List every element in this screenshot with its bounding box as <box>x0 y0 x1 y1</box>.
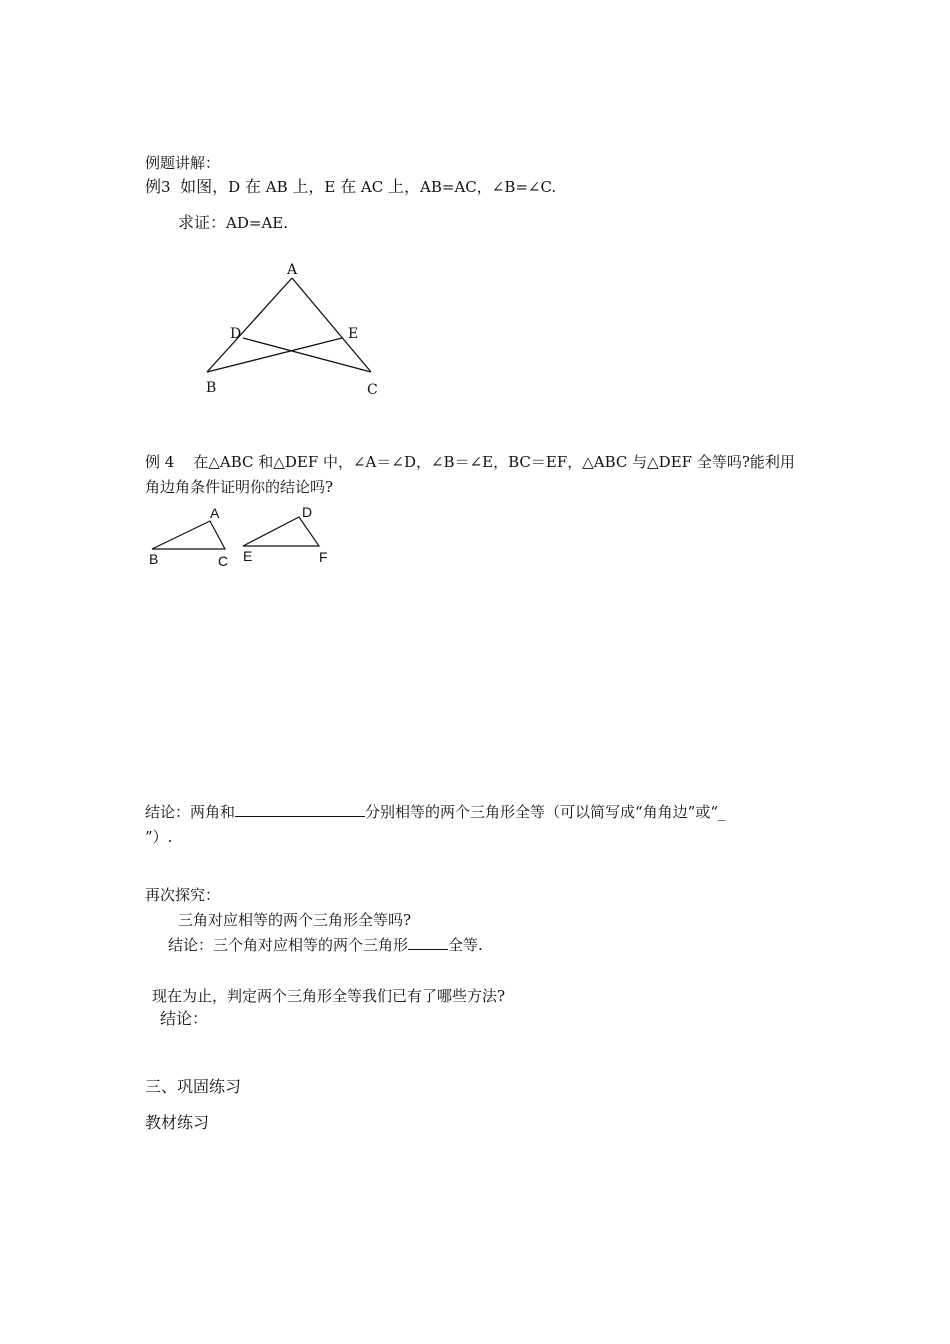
vertex-label-c: C <box>367 382 378 398</box>
example-3-text: E <box>324 178 336 196</box>
vertex-label-e: E <box>243 548 253 564</box>
triangle-abc <box>152 521 225 549</box>
vertex-label-d: D <box>302 504 313 520</box>
methods-conclusion: 结论： <box>160 1009 209 1028</box>
example-3-text: 在 <box>340 177 357 196</box>
example-3-label: 例 <box>145 177 162 196</box>
example-4-line-2: 角边角条件证明你的结论吗? <box>145 478 334 496</box>
vertex-label-e: E <box>348 326 359 342</box>
section-three-heading: 三、巩固练习 <box>145 1077 242 1096</box>
vertex-label-c: C <box>218 553 229 569</box>
example-3-text: 上， <box>292 177 325 196</box>
example-3-text: AB <box>265 178 288 196</box>
prove-label: 求证： <box>178 213 227 232</box>
example-4-text: 在△ABC 和△DEF 中，∠A＝∠D，∠B＝∠E，BC＝EF，△ABC 与△DEF 全等吗?能利用 <box>193 453 795 471</box>
vertex-label-b: B <box>206 380 217 396</box>
explore-question: 三角对应相等的两个三角形全等吗? <box>178 911 412 929</box>
vertex-label-d: D <box>230 326 242 342</box>
vertex-label-a: A <box>210 505 220 521</box>
example-4-label: 例 4 <box>145 453 175 471</box>
example-3-text: AC <box>360 178 384 196</box>
conclusion-text: 结论：三个角对应相等的两个三角形 <box>168 936 409 954</box>
explore-conclusion <box>168 935 483 955</box>
vertex-label-b: B <box>149 551 159 567</box>
vertex-label-a: A <box>287 262 298 278</box>
vertex-label-f: F <box>319 549 328 565</box>
methods-question: 现在为止，判定两个三角形全等我们已有了哪些方法? <box>152 987 506 1005</box>
answer-blank[interactable] <box>408 935 448 950</box>
conclusion-text: 分别相等的两个三角形全等（可以简写成“角角边”或“ <box>365 803 719 821</box>
conclusion-aas-end: ”）. <box>145 828 173 846</box>
textbook-exercise-heading: 教材练习 <box>145 1113 210 1132</box>
example-3-text: D <box>228 178 241 196</box>
example-3-number: 3 <box>161 178 171 196</box>
prove-text: AD=AE. <box>226 214 288 232</box>
triangle-def <box>243 517 319 546</box>
example-3-text: 如图， <box>180 177 229 196</box>
example-3-text: AB=AC，∠B=∠C. <box>420 178 557 196</box>
example-3-text: 在 <box>244 177 261 196</box>
explore-heading: 再次探究： <box>145 886 221 904</box>
conclusion-text: 结论：两角和 <box>145 803 236 821</box>
answer-blank-short[interactable]: _ <box>718 803 726 821</box>
conclusion-text: 全等. <box>448 936 483 954</box>
example-3-text: 上， <box>388 177 421 196</box>
answer-blank[interactable] <box>235 802 365 817</box>
example-heading: 例题讲解： <box>145 154 221 172</box>
conclusion-aas <box>145 802 726 822</box>
